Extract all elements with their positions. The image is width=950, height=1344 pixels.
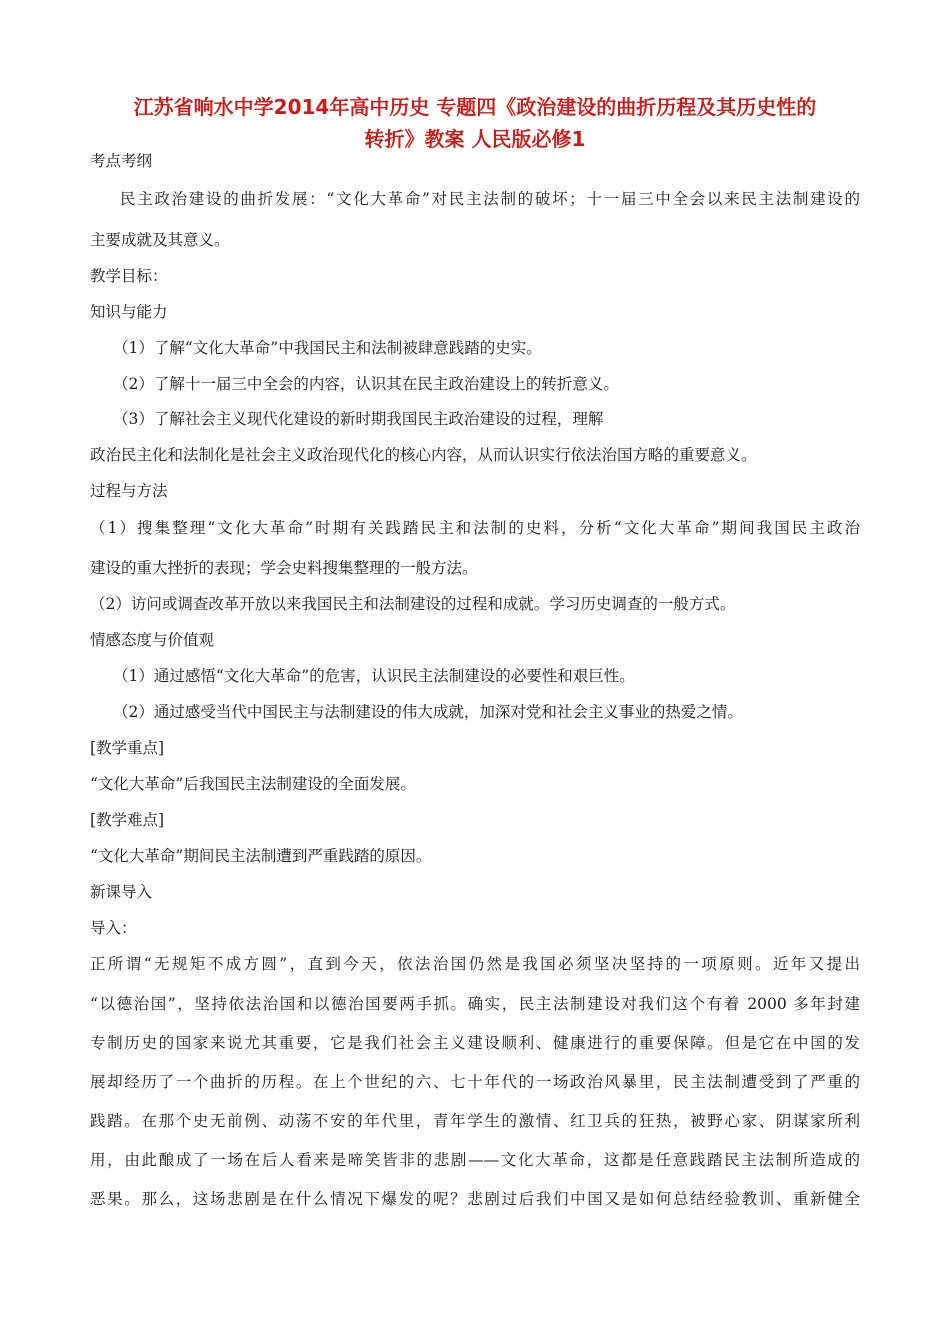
process-item-2: （2）访问或调查改革开放以来我国民主和法制建设的过程和成就。学习历史调查的一般方式。 [90,595,736,613]
process-item-1-line-2: 建设的重大挫折的表现；学会史料搜集整理的一般方法。 [90,559,478,577]
intro-heading: 新课导入 [90,883,153,901]
document-title-line-2: 转折》教案 人民版必修1 [364,127,586,151]
exam-outline-heading: 考点考纲 [90,152,153,170]
process-item-1-line-1: （1）搜集整理“文化大革命”时期有关践踏民主和法制的史料，分析“文化大革命”期间我国民主政治 [90,519,860,537]
intro-paragraph-line: “以德治国”，坚持依法治国和以德治国要两手抓。确实，民主法制建设对我们这个有着 2000 多年封建 [90,995,860,1013]
difficult-point-heading: [教学难点] [90,811,165,829]
emotion-item-1: （1）通过感悟“文化大革命”的危害，认识民主法制建设的必要性和艰巨性。 [113,667,635,685]
knowledge-item-3-continued: 政治民主化和法制化是社会主义政治现代化的核心内容，从而认识实行依法治国方略的重要意义。 [90,446,757,464]
key-point-text: “文化大革命”后我国民主法制建设的全面发展。 [90,775,416,793]
intro-paragraph-line: 用，由此酿成了一场在后人看来是啼笑皆非的悲剧——文化大革命，这都是任意践踏民主法制所造成的 [90,1151,860,1169]
document-title-line-1: 江苏省响水中学2014年高中历史 专题四《政治建设的曲折历程及其历史性的 [133,95,817,119]
intro-paragraph-line: 正所谓“无规矩不成方圆”，直到今天，依法治国仍然是我国必须坚决坚持的一项原则。近年又提出 [90,955,860,973]
objectives-heading: 教学目标： [90,267,168,285]
key-point-heading: [教学重点] [90,739,165,757]
exam-outline-para-line-1: 民主政治建设的曲折发展：“文化大革命”对民主法制的破坏；十一届三中全会以来民主法制建设的 [120,190,860,208]
intro-paragraph-line: 专制历史的国家来说尤其重要，它是我们社会主义建设顺利、健康进行的重要保障。但是它在中国的发 [90,1034,860,1052]
intro-paragraph-line: 展却经历了一个曲折的历程。在上个世纪的六、七十年代的一场政治风暴里，民主法制遭受到了严重的 [90,1073,860,1091]
knowledge-item-3: （3）了解社会主义现代化建设的新时期我国民主政治建设的过程，理解 [113,410,604,428]
difficult-point-text: “文化大革命”期间民主法制遭到严重践踏的原因。 [90,847,432,865]
intro-subheading: 导入： [90,919,137,937]
emotion-item-2: （2）通过感受当代中国民主与法制建设的伟大成就，加深对党和社会主义事业的热爱之情。 [113,703,743,721]
intro-paragraph-line: 践踏。在那个史无前例、动荡不安的年代里，青年学生的激情、红卫兵的狂热，被野心家、阴谋家所利 [90,1112,860,1130]
exam-outline-para-line-2: 主要成就及其意义。 [90,231,230,249]
knowledge-item-1: （1）了解“文化大革命”中我国民主和法制被肆意践踏的史实。 [113,339,542,357]
knowledge-item-2: （2）了解十一届三中全会的内容，认识其在民主政治建设上的转折意义。 [113,375,619,393]
intro-paragraph-line: 恶果。那么，这场悲剧是在什么情况下爆发的呢？悲剧过后我们中国又是如何总结经验教训、重新健全 [90,1190,860,1208]
process-heading: 过程与方法 [90,482,168,500]
emotion-heading: 情感态度与价值观 [90,631,215,649]
knowledge-heading: 知识与能力 [90,303,168,321]
